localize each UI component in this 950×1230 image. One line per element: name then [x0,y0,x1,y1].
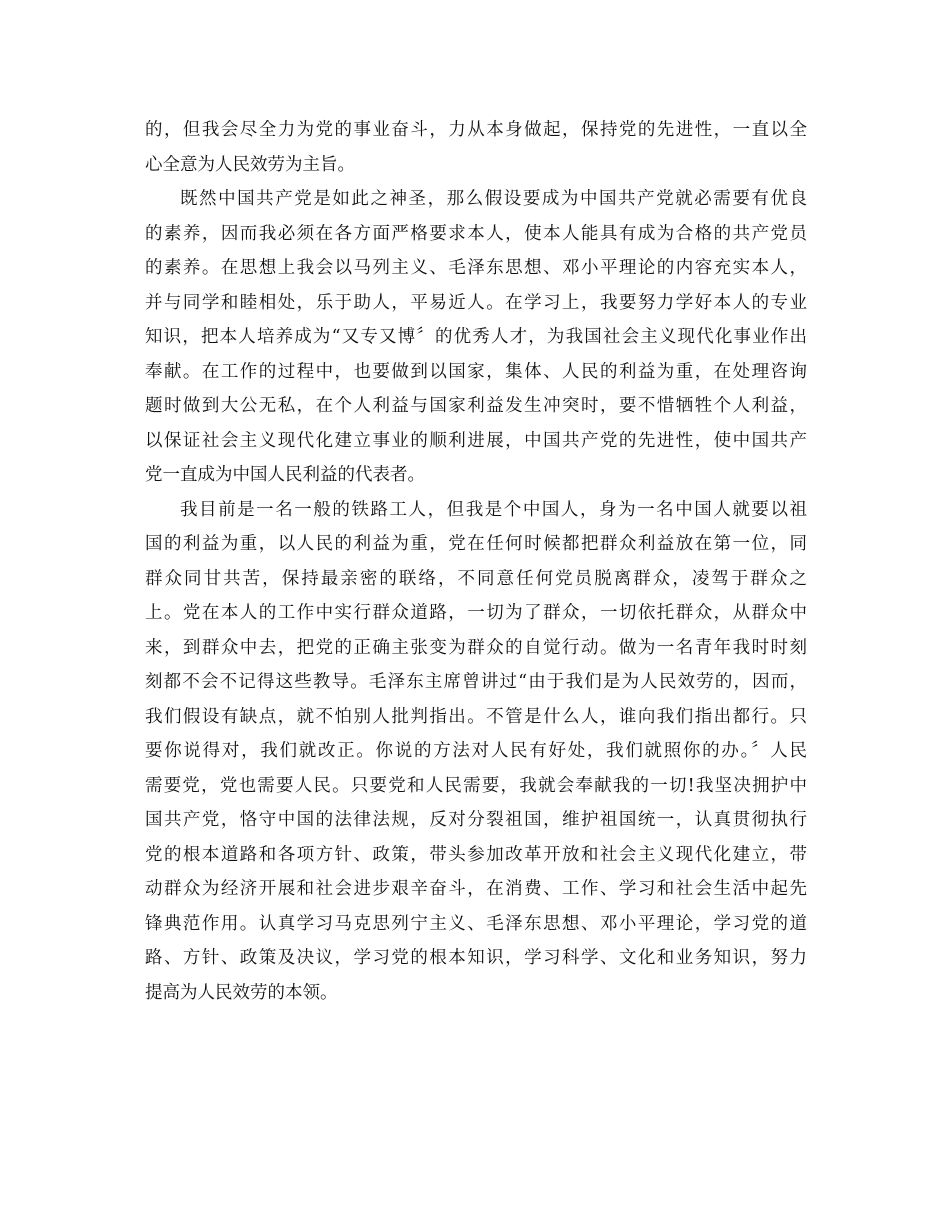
text-line: 上。党在本人的工作中实行群众道路，一切为了群众，一切依托群众，从群众中 [145,603,807,623]
text-line: 要你说得对，我们就改正。你说的方法对人民有好处，我们就照你的办。〞人民 [145,741,807,761]
document-body [145,113,807,1010]
text-line: 我们假设有缺点，就不怕别人批判指出。不管是什么人，谁向我们指出都行。只 [145,706,807,727]
text-line: 提高为人民效劳的本领。 [145,982,338,1003]
text-line: 题时做到大公无私，在个人利益与国家利益发生冲突时，要不惜牺牲个人利益， [145,396,807,416]
text-line: 既然中国共产党是如此之神圣，那么假设要成为中国共产党就必需要有优良 [180,189,807,209]
text-line: 的，但我会尽全力为党的事业奋斗，力从本身做起，保持党的先进性，一直以全 [145,120,807,140]
text-line: 我目前是一名一般的铁路工人，但我是个中国人，身为一名中国人就要以祖 [180,499,807,520]
text-line: 并与同学和睦相处，乐于助人，平易近人。在学习上，我要努力学好本人的专业 [145,292,807,313]
text-line: 的素养。在思想上我会以马列主义、毛泽东思想、邓小平理论的内容充实本人， [145,258,807,278]
text-line: 群众同甘共苦，保持最亲密的联络，不同意任何党员脱离群众，凌驾于群众之 [145,568,807,589]
text-line: 需要党，党也需要人民。只要党和人民需要，我就会奉献我的一切!我坚决拥护中 [145,775,807,796]
text-line: 刻都不会不记得这些教导。毛泽东主席曾讲过“由于我们是为人民效劳的，因而， [145,672,807,692]
text-line: 锋典范作用。认真学习马克思列宁主义、毛泽东思想、邓小平理论，学习党的道 [145,913,807,934]
text-line: 奉献。在工作的过程中，也要做到以国家，集体、人民的利益为重，在处理咨询 [145,361,807,382]
text-line: 心全意为人民效劳为主旨。 [145,154,355,175]
paragraph-1 [145,113,807,182]
text-line: 党一直成为中国人民利益的代表者。 [145,465,425,485]
text-line: 的素养，因而我必须在各方面严格要求本人，使本人能具有成为合格的共产党员 [145,223,807,244]
text-line: 国共产党，恪守中国的法律法规，反对分裂祖国，维护祖国统一，认真贯彻执行 [145,810,807,830]
text-line: 党的根本道路和各项方针、政策，带头参加改革开放和社会主义现代化建立，带 [145,844,807,865]
paragraph-3 [145,493,807,1011]
text-line: 知识，把本人培养成为“又专又博〞的优秀人才，为我国社会主义现代化事业作出 [145,327,807,347]
paragraph-2 [145,182,807,493]
text-line: 动群众为经济开展和社会进步艰辛奋斗，在消费、工作、学习和社会生活中起先 [145,879,807,899]
text-line: 国的利益为重，以人民的利益为重，党在任何时候都把群众利益放在第一位，同 [145,534,807,554]
text-line: 来，到群众中去，把党的正确主张变为群众的自觉行动。做为一名青年我时时刻 [145,637,807,658]
text-line: 以保证社会主义现代化建立事业的顺利进展，中国共产党的先进性，使中国共产 [145,430,807,451]
text-line: 路、方针、政策及决议，学习党的根本知识，学习科学、文化和业务知识，努力 [145,948,807,968]
